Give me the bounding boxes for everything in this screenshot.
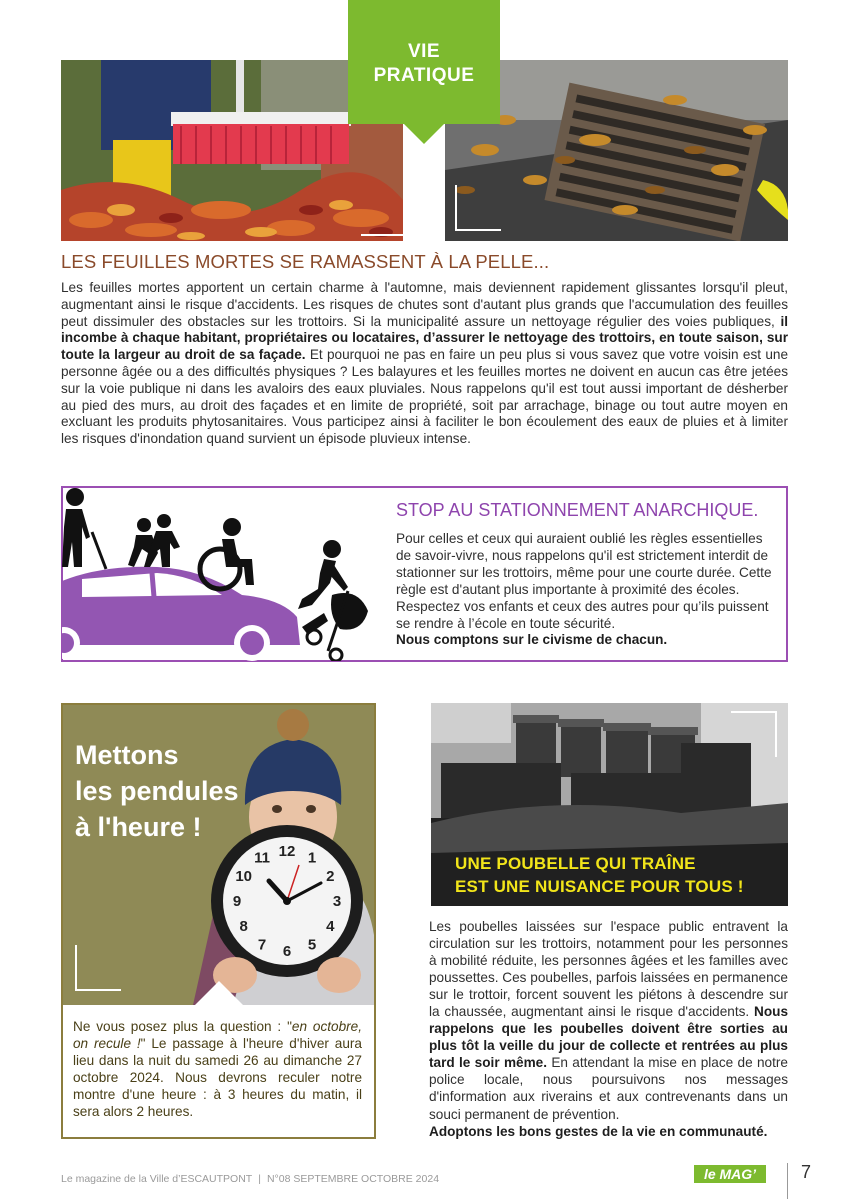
clock-dial-number: 12 bbox=[278, 843, 296, 860]
bins-text-bold: Nous rappelons que les poubelles doivent être sorties au plus tôt la veille du jour de collecte et rentrées au plus tard le soir même. bbox=[429, 1004, 788, 1071]
clock-card-notch bbox=[195, 981, 243, 1005]
clock-title bbox=[75, 737, 275, 845]
clock-icon bbox=[211, 825, 363, 977]
clock-dial-number: 10 bbox=[235, 868, 253, 885]
clock-dial-number: 4 bbox=[326, 918, 335, 935]
footer-issue: N°08 SEPTEMBRE OCTOBRE 2024 bbox=[266, 1173, 440, 1185]
clock-dial-number: 8 bbox=[239, 918, 248, 935]
mag-logo: le MAG’ bbox=[694, 1165, 766, 1183]
clock-dial-number: 11 bbox=[254, 849, 270, 867]
clock-text-end: " Le passage à l'heure d'hiver aura lieu dans la nuit du samedi 26 au dimanche 27 octobre 2024. Nous devrons reculer notre montre d'une heure : à 3 heures du matin, il sera alors 2 heures. bbox=[73, 1036, 362, 1119]
bins-title-line1: UNE POUBELLE QUI TRAÎNE bbox=[455, 854, 696, 873]
section-tab-line1: VIE bbox=[407, 41, 441, 62]
leaves-heading: LES FEUILLES MORTES SE RAMASSENT À LA PELLE... bbox=[61, 251, 550, 272]
bins-text-end: En attendant la mise en place de notre police locale, nous poursuivons nos messages d'information aux riverains et aux contrevenants dans un souci permanent de prévention. bbox=[429, 1055, 788, 1122]
clock-dial-number: 5 bbox=[307, 936, 317, 954]
clock-title-line2: les pendules bbox=[75, 776, 239, 806]
corner-frame bbox=[75, 945, 121, 991]
leaves-text-end: Et pourquoi ne pas en faire un peu plus si vous savez que votre voisin est une personne âgée ou a des difficultés physiques ? Les balayures et les feuilles mortes ne doivent en aucun cas être jetées sur la voie publique ni dans les avaloirs des eaux pluviales. Nous rappelons qu'il est tout aussi important de désherber au pied des murs, au droit des façades et en limite de propriété, soit par arrachage, binage ou tout autre moyen en excluant les produits phytosanitaires. Vous participez ainsi à faciliter le bon écoulement des eaux de pluies et à limiter les risques d'inondation quand survient un épisode pluvieux intense. bbox=[61, 347, 789, 447]
clock-dial-number: 3 bbox=[332, 893, 342, 910]
clock-dial-number: 6 bbox=[282, 943, 292, 960]
clock-dial-number: 7 bbox=[257, 936, 267, 954]
leaves-text-start: Les feuilles mortes apportent un certain charme à l'automne, mais deviennent rapidement glissantes lorsqu'il pleut, augmentant ainsi le risque d'accidents. Les risques de chutes sont d'autant plus grands que l'accumulation des feuilles peut dissimuler des obstacles sur les trottoirs. Si la municipalité assure un nettoyage régulier des voies publiques, bbox=[61, 280, 788, 329]
clock-dial-number: 9 bbox=[232, 893, 242, 910]
section-tab-line2: PRATIQUE bbox=[373, 65, 475, 86]
section-tab bbox=[348, 0, 500, 124]
bins-closing: Adoptons les bons gestes de la vie en communauté. bbox=[429, 1123, 768, 1139]
clock-text-quote: en octobre, on recule ! bbox=[73, 1019, 363, 1051]
page-number: 7 bbox=[801, 1162, 812, 1182]
bins-title-line2: EST UNE NUISANCE POUR TOUS ! bbox=[455, 877, 744, 896]
bins-text-start: Les poubelles laissées sur l'espace public entravent la circulation sur les trottoirs, notamment pour les personnes à mobilité réduite, les personnes âgées et les familles avec poussettes. Ces poubelles, parfois laissées en permanence sur le trottoir, forcent souvent les piétons à descendre sur la chaussée, augmentant ainsi le risque d'accidents. bbox=[429, 919, 788, 1020]
bins-title bbox=[455, 852, 744, 898]
corner-frame bbox=[361, 190, 403, 236]
footer-separator: | bbox=[258, 1173, 261, 1185]
clock-dial-number: 2 bbox=[326, 868, 335, 885]
clock-text-start: Ne vous posez plus la question : " bbox=[73, 1019, 292, 1034]
footer-publication: Le magazine de la Ville d’ESCAUTPONT bbox=[61, 1173, 253, 1185]
parking-text: Pour celles et ceux qui auraient oublié les règles essentielles de savoir-vivre, nous rappelons qu'il est strictement interdit de stationner sur les trottoirs, même pour une courte durée. Cette règle est d'autant plus importante à proximité des écoles. Respectez vos enfants et ceux des autres pour qu’ils puissent se rendre à l’école en toute sécurité. bbox=[396, 531, 772, 631]
clock-paragraph bbox=[73, 1018, 362, 1120]
parking-paragraph bbox=[396, 531, 772, 649]
corner-frame bbox=[455, 185, 501, 231]
clock-title-line3: à l'heure ! bbox=[75, 812, 202, 842]
parking-heading: STOP AU STATIONNEMENT ANARCHIQUE. bbox=[396, 500, 759, 520]
parking-illustration bbox=[62, 487, 372, 661]
corner-frame bbox=[731, 711, 777, 757]
clock-dial-number: 1 bbox=[307, 849, 317, 867]
bins-paragraph bbox=[429, 918, 788, 1140]
leaves-paragraph bbox=[61, 280, 788, 448]
clock-title-line1: Mettons bbox=[75, 740, 179, 770]
footer-divider bbox=[787, 1163, 788, 1199]
leaves-text-bold: il incombe à chaque habitant, propriétaires ou locataires, d’assurer le nettoyage des trottoirs, en toute saison, sur toute la largeur au droit de sa façade. bbox=[61, 313, 788, 363]
footer bbox=[61, 1173, 439, 1185]
parking-closing: Nous comptons sur le civisme de chacun. bbox=[396, 632, 668, 648]
